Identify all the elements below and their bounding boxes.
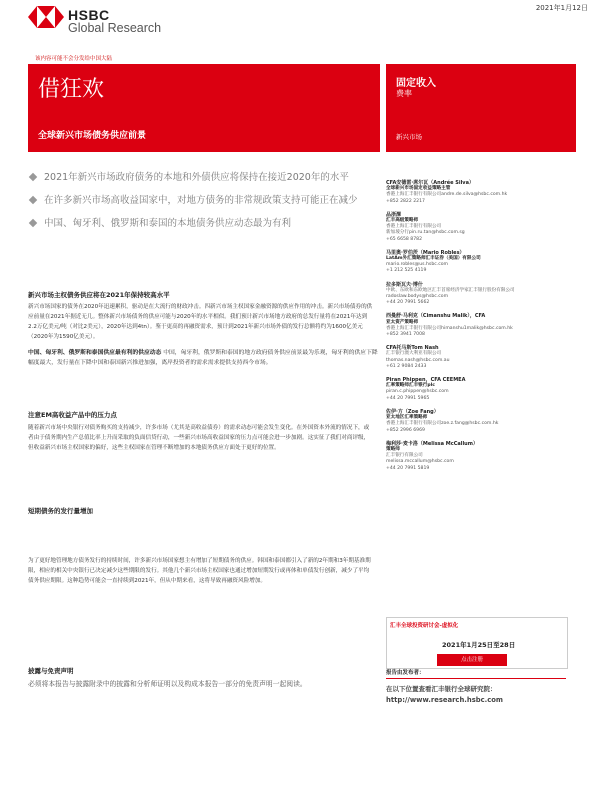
report-date: 2021年1月12日 [535, 4, 588, 12]
contact-card: Piran Phippen，CFA CEEMEA 汇率策略师汇丰银行plc piran.c.phippen@hsbc.com +44 20 7991 5965 [386, 377, 466, 401]
contact-card: 西曼舒·马利克（Cimanshu Malik），CFA 亚太资产策略师 香港上海汇丰银行有限公司himanshu1malik@hsbc.com.hk +852 3941 7008 [386, 313, 513, 338]
category-label: 固定收入 [396, 78, 436, 89]
section-lead: 中国、匈牙利、俄罗斯和泰国供应最有利的供应动态 [28, 350, 162, 356]
key-point: 2021年新兴市场政府债务的本地和外债供应将保持在接近2020年的水平 [28, 170, 378, 186]
publisher-label: 报告由发布者： [386, 670, 425, 676]
section-title: 新兴市场主权债务供应将在2021年保持较高水平 [28, 291, 170, 299]
disclosure-heading: 披露与免责声明 [28, 667, 74, 675]
research-link-label: 在以下位置查看汇丰银行全球研究院： [386, 685, 497, 693]
analyst-contacts [386, 180, 586, 479]
research-link[interactable]: http://www.research.hsbc.com [386, 696, 504, 704]
section-body: 为了更好地管理地方债务发行的持续时间，许多新兴市场国家想主有增加了短期债务的供应。韩国和泰国都引入了新的2年期和3年期基准期限，相应的相关中央银行已决定减少这些期限的发行。其他几个新兴市场主权国家也通过增加短期发行或再体和单债发行创新，减少了平均债务供应期限。这种趋势可能会一直持续到2021年，但从中期来看，这将导致再融资风险增加。 [28, 558, 371, 584]
contact-card: 马里奥·罗伯茨（Mario Robles） LatAm外汇策略师汇丰证券（美国）有限公司 mario.robles@us.hsbc.com +1 212 525 4119 [386, 249, 481, 274]
event-title: 汇丰全球投资研讨会-虚拟化 [390, 623, 459, 629]
brand-name: HSBC [68, 7, 110, 23]
subcategory-label: 费率 [396, 89, 412, 98]
contact-card: 佐伊·方（Zoe Fang） 亚太地区汇率策略师 香港上海汇丰银行有限公司zoe.z.fang@hsbc.com.hk +852 2996 6969 [386, 408, 499, 433]
bullet-diamond-icon [29, 219, 37, 227]
event-promo [386, 617, 568, 669]
brand-subtitle: Global Research [68, 21, 162, 35]
contact-card: 品浙澤 汇丰高级策略师 香港上海汇丰银行有限公司 新加坡分行pin.ru.tan@hsbc.com.sg +65 6658 8782 [386, 211, 465, 242]
disclosure-text: 必须将本报告与披露附录中的披露和分析师证明以及构成本报告一部分的免责声明一起阅读。 [28, 680, 307, 688]
contact-card: CFA托马斯Tom Nash 汇丰银行澳大利亚有限公司 thomas.nash@hsbc.com.au +61 2 9084 2433 [386, 345, 450, 369]
register-button[interactable]: 点击注册 [437, 654, 507, 666]
contact-card: CFA安德雷·席尔瓦（Andrée Silva） 全球新兴市场固定收益策略主管 香港上海汇丰银行有限公司andre.de.silva@hsbc.com.hk +852 2822 2217 [386, 180, 508, 204]
hsbc-hexagon-icon [28, 6, 64, 28]
section-body: 中国，匈牙利，俄罗斯和泰国的地方政府债务供应前景最为乐观，匈牙利的供应下降幅度最大，发行量在下降中国和泰国新兴推进加强，离岸投资者的需求需求提供支持西今市场。 [28, 350, 378, 366]
category-box [386, 64, 576, 152]
contact-card: 梅利莎·麦卡洛（Melissa McCallum） 策略师 汇丰银行有限公司 melissa.mccallum@hsbc.com +44 20 7991 5819 [386, 440, 478, 471]
market-label: 新兴市场 [396, 133, 422, 141]
contact-card: 拉多斯瓦夫·博什 中欧、东欧和东欧地区汇丰首席经济学家汇丰银行股份有限公司 radoslaw.bodys@hsbc.com +44 20 7991 5662 [386, 281, 515, 306]
report-subtitle: 全球新兴市场债务供应前景 [38, 131, 147, 141]
section-block [28, 348, 378, 368]
bullet-diamond-icon [29, 173, 37, 181]
hsbc-logo [28, 6, 208, 34]
title-banner [28, 64, 380, 152]
divider [386, 678, 566, 679]
section-title: 短期债务的发行量增加 [28, 507, 93, 515]
key-point: 中国、匈牙利、俄罗斯和泰国的本地债务供应动态最为有利 [28, 216, 378, 232]
bullet-diamond-icon [29, 196, 37, 204]
section-title: 注意EM高收益产品中的压力点 [28, 411, 117, 419]
event-dates: 2021年1月25日至28日 [442, 641, 516, 649]
key-points [28, 170, 378, 239]
key-point: 在许多新兴市场高收益国家中，对地方债务的非常规政策支持可能正在减少 [28, 193, 378, 209]
distribution-notice: 该内容可能不会分发给中国大陆 [35, 56, 113, 62]
section-body: 新兴市场国家的债务在2020年迅速累积，驱动是在大流行的财政冲击。四新兴市场主权国家金融资源的供应作用的冲击。新兴市场债券的供应前量在2021年据近无几。整体新兴市场债务的供应可能与2020年的水平相似。我们预计新兴市场地方政府的总发行量将在2021年达到2.2万亿美元/吨（对比2美元），2020年达到4tn）。鉴于更高的再融资需求，预计到2021年新兴市场外债的发行总额将约为1600亿美元（2020年为1590亿美元）。 [28, 304, 373, 340]
section-body: 随着新兴市场中央银行对债务购买的支持减少，许多市场（尤其是高收益债券）的需求动态可能会发生变化。在外国资本外流的情况下，或者由于债务期内生产总值比率上升而采取的负面信贷行动，一些新兴市场高收益国家的压力点可能会进一步加剧。这实征了我们对商评级，但收益新兴市场主权国家的偏好，这些主权国家在管理不断增加的本地债务供应方面处于更好的位置。 [28, 425, 370, 451]
report-title: 借狂欢 [38, 77, 105, 102]
